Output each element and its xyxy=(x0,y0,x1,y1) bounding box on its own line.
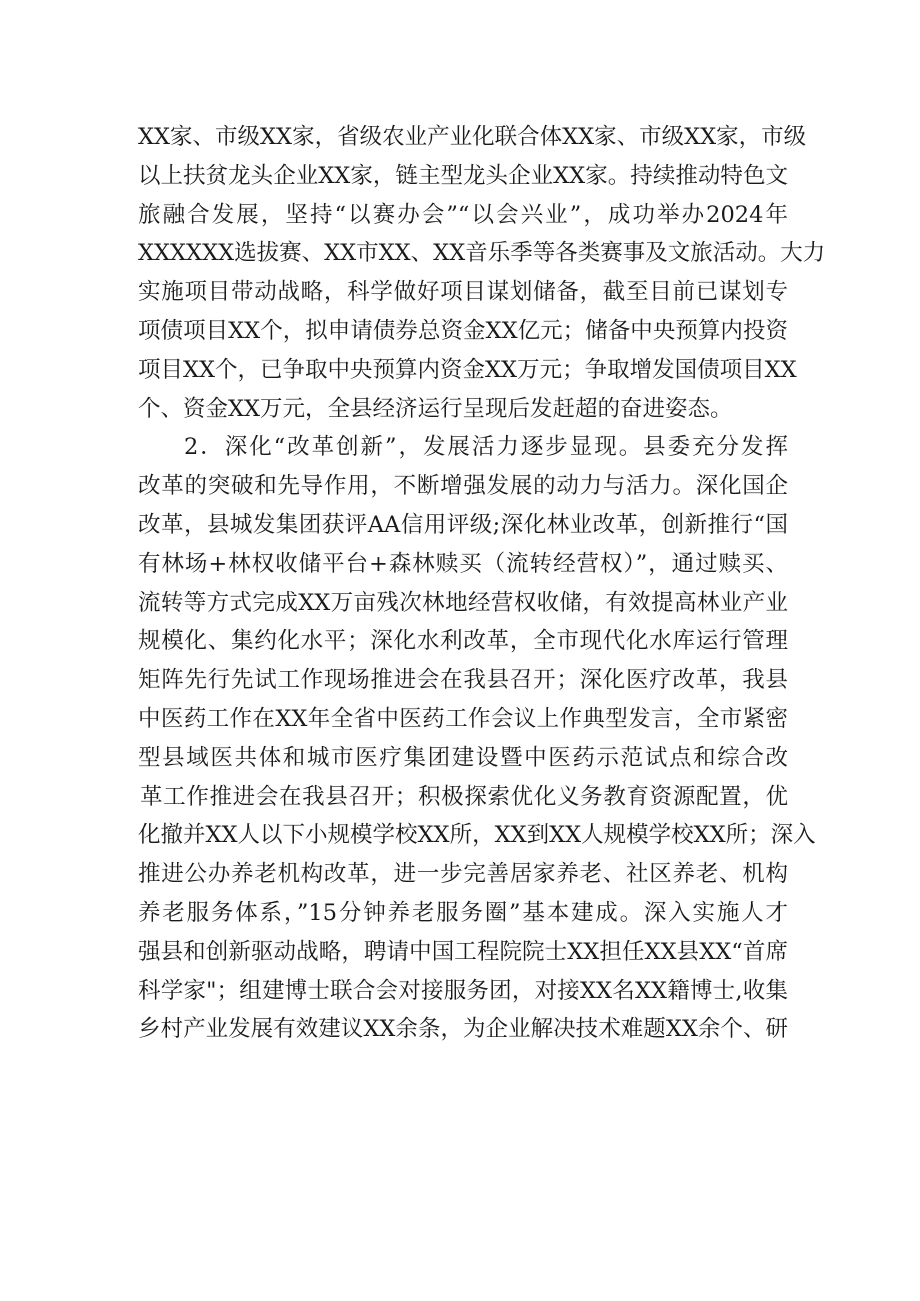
text-line: 项目XX个，已争取中央预算内资金XX万元；争取增发国债项目XX xyxy=(138,356,797,383)
text-line: 化撤并XX人以下小规模学校XX所，XX到XX人规模学校XX所；深入 xyxy=(138,822,816,849)
text-line: 强县和创新驱动战略，聘请中国工程院院士XX担任XX县XX“首席 xyxy=(138,938,788,965)
text-line: 实施项目带动战略，科学做好项目谋划储备，截至目前已谋划专 xyxy=(138,279,788,306)
text-line: 改革的突破和先导作用，不断增强发展的动力与活力。深化国企 xyxy=(138,473,788,500)
paragraph-1 xyxy=(138,118,826,428)
text-line: 养老服务体系，”15分钟养老服务圈”基本建成。深入实施人才 xyxy=(138,899,788,926)
text-line: 项债项目XX个，拟申请债券总资金XX亿元；储备中央预算内投资 xyxy=(138,317,788,344)
text-line: 旅融合发展，坚持“以赛办会”“以会兴业”，成功举办2024年 xyxy=(138,201,788,228)
text-line: 以上扶贫龙头企业XX家，链主型龙头企业XX家。持续推动特色文 xyxy=(138,162,788,189)
text-line: 规模化、集约化水平；深化水利改革，全市现代化水库运行管理 xyxy=(138,628,788,655)
text-line: XX家、市级XX家，省级农业产业化联合体XX家、市级XX家，市级 xyxy=(138,124,807,150)
text-line: 中医药工作在XX年全省中医药工作会议上作典型发言，全市紧密 xyxy=(138,705,788,732)
text-line: 流转等方式完成XX万亩残次林地经营权收储，有效提高林业产业 xyxy=(138,589,788,616)
text-line: 科学家"；组建博士联合会对接服务团，对接XX名XX籍博士,收集 xyxy=(138,977,788,1004)
section-heading-line: 2．深化“改革创新”，发展活力逐步显现。县委充分发挥 xyxy=(184,434,788,461)
text-line: 有林场+林权收储平台+森林赎买（流转经营权）”，通过赎买、 xyxy=(138,550,788,577)
text-line: 个、资金XX万元，全县经济运行呈现后发赶超的奋进姿态。 xyxy=(138,395,733,422)
text-line: 改革，县城发集团获评AA信用评级;深化林业改革，创新推行“国 xyxy=(138,511,788,538)
text-line: 革工作推进会在我县召开；积极探索优化义务教育资源配置，优 xyxy=(140,783,788,810)
text-line: 乡村产业发展有效建议XX余条，为企业解决技术难题XX余个、研 xyxy=(138,1016,788,1043)
text-line: 矩阵先行先试工作现场推进会在我县召开；深化医疗改革，我县 xyxy=(138,667,788,694)
text-line: 推进公办养老机构改革，进一步完善居家养老、社区养老、机构 xyxy=(138,861,788,888)
document-body xyxy=(138,118,826,1049)
text-line: XXXXXX选拔赛、XX市XX、XX音乐季等各类赛事及文旅活动。大力 xyxy=(138,240,826,267)
paragraph-2 xyxy=(138,428,816,1049)
text-line: 型县域医共体和城市医疗集团建设暨中医药示范试点和综合改 xyxy=(138,744,788,771)
